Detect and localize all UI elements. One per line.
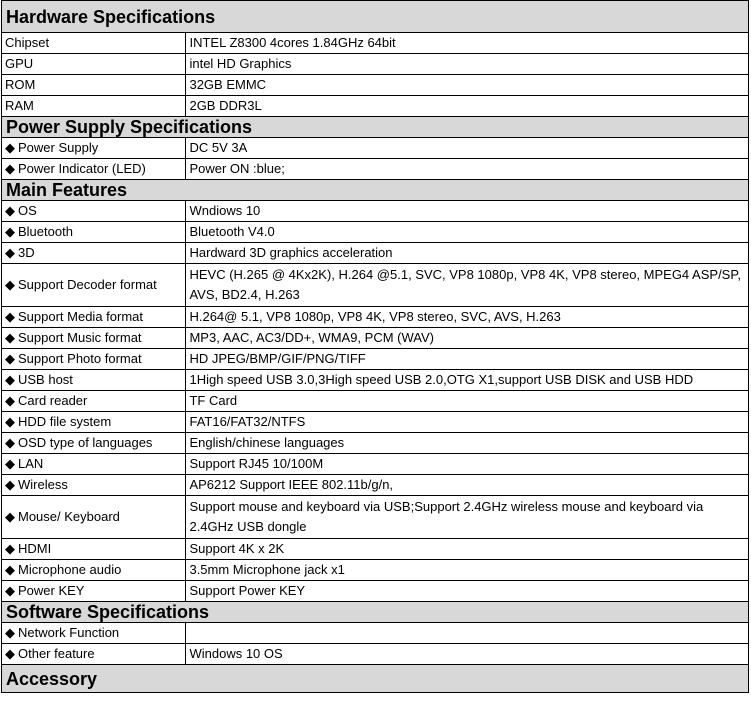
spec-value: MP3, AAC, AC3/DD+, WMA9, PCM (WAV) (186, 328, 749, 349)
diamond-bullet-icon: ◆ (5, 646, 15, 661)
spec-value: Bluetooth V4.0 (186, 222, 749, 243)
spec-value: HD JPEG/BMP/GIF/PNG/TIFF (186, 349, 749, 370)
diamond-bullet-icon: ◆ (5, 435, 15, 450)
table-row (2, 391, 749, 412)
spec-label-cell (2, 201, 186, 222)
spec-label-cell (2, 54, 186, 75)
table-row (2, 159, 749, 180)
spec-label-cell (2, 539, 186, 560)
spec-label: Microphone audio (18, 562, 122, 577)
spec-value: INTEL Z8300 4cores 1.84GHz 64bit (186, 33, 749, 54)
table-row (2, 96, 749, 117)
spec-label-cell (2, 159, 186, 180)
spec-label-cell (2, 307, 186, 328)
spec-value: 1High speed USB 3.0,3High speed USB 2.0,OTG X1,support USB DISK and USB HDD (186, 370, 749, 391)
section-header-row (2, 665, 749, 693)
spec-label: Card reader (18, 393, 88, 408)
spec-label-cell (2, 496, 186, 539)
section-title: Hardware Specifications (2, 1, 749, 33)
spec-label: HDD file system (18, 414, 112, 429)
spec-label: Support Media format (18, 309, 144, 324)
diamond-bullet-icon: ◆ (5, 203, 15, 218)
table-row (2, 560, 749, 581)
spec-label: 3D (18, 245, 35, 260)
spec-label-cell (2, 370, 186, 391)
spec-value: intel HD Graphics (186, 54, 749, 75)
spec-label-cell (2, 412, 186, 433)
table-row (2, 349, 749, 370)
spec-label: Support Decoder format (18, 277, 157, 292)
spec-label: OSD type of languages (18, 435, 153, 450)
spec-label-cell (2, 623, 186, 644)
spec-label: OS (18, 203, 37, 218)
spec-label: Power Indicator (LED) (18, 161, 146, 176)
section-title: Power Supply Specifications (2, 117, 749, 138)
table-row (2, 75, 749, 96)
table-row (2, 201, 749, 222)
table-row (2, 412, 749, 433)
diamond-bullet-icon: ◆ (5, 161, 15, 176)
table-row (2, 623, 749, 644)
section-title: Software Specifications (2, 602, 749, 623)
diamond-bullet-icon: ◆ (5, 140, 15, 155)
table-row (2, 307, 749, 328)
table-row (2, 33, 749, 54)
spec-value: Support RJ45 10/100M (186, 454, 749, 475)
diamond-bullet-icon: ◆ (5, 245, 15, 260)
spec-label: Other feature (18, 646, 95, 661)
section-header-row (2, 602, 749, 623)
table-row (2, 264, 749, 307)
spec-value: TF Card (186, 391, 749, 412)
spec-label: Mouse/ Keyboard (18, 509, 120, 524)
spec-label: Support Photo format (18, 351, 142, 366)
diamond-bullet-icon: ◆ (5, 277, 15, 292)
section-header-row (2, 180, 749, 201)
section-header-row (2, 117, 749, 138)
spec-label: Power Supply (18, 140, 99, 155)
diamond-bullet-icon: ◆ (5, 330, 15, 345)
diamond-bullet-icon: ◆ (5, 562, 15, 577)
section-header-row (2, 1, 749, 33)
spec-value: Windows 10 OS (186, 644, 749, 665)
spec-label-cell (2, 75, 186, 96)
spec-value: Support mouse and keyboard via USB;Support 2.4GHz wireless mouse and keyboard via 2.4GHz USB dongle (186, 496, 749, 539)
spec-label-cell (2, 264, 186, 307)
table-row (2, 433, 749, 454)
table-row (2, 370, 749, 391)
diamond-bullet-icon: ◆ (5, 393, 15, 408)
spec-label-cell (2, 581, 186, 602)
diamond-bullet-icon: ◆ (5, 625, 15, 640)
table-row (2, 475, 749, 496)
spec-value: 3.5mm Microphone jack x1 (186, 560, 749, 581)
spec-value: DC 5V 3A (186, 138, 749, 159)
spec-value: Hardward 3D graphics acceleration (186, 243, 749, 264)
section-title: Main Features (2, 180, 749, 201)
spec-value: HEVC (H.265 @ 4Kx2K), H.264 @5.1, SVC, VP8 1080p, VP8 4K, VP8 stereo, MPEG4 ASP/SP, AVS, BD2.4, H.263 (186, 264, 749, 307)
spec-label: Chipset (5, 35, 50, 50)
diamond-bullet-icon: ◆ (5, 351, 15, 366)
spec-label-cell (2, 644, 186, 665)
diamond-bullet-icon: ◆ (5, 509, 15, 524)
table-row (2, 539, 749, 560)
diamond-bullet-icon: ◆ (5, 224, 15, 239)
table-row (2, 54, 749, 75)
table-row (2, 328, 749, 349)
diamond-bullet-icon: ◆ (5, 583, 15, 598)
spec-value: Wndiows 10 (186, 201, 749, 222)
spec-label: Bluetooth (18, 224, 73, 239)
table-row (2, 454, 749, 475)
spec-label: USB host (18, 372, 73, 387)
spec-label-cell (2, 328, 186, 349)
spec-label-cell (2, 391, 186, 412)
diamond-bullet-icon: ◆ (5, 309, 15, 324)
spec-label-cell (2, 33, 186, 54)
spec-label: Wireless (18, 477, 68, 492)
spec-value: Power ON :blue; (186, 159, 749, 180)
diamond-bullet-icon: ◆ (5, 456, 15, 471)
diamond-bullet-icon: ◆ (5, 414, 15, 429)
spec-label: Power KEY (18, 583, 85, 598)
spec-label: Network Function (18, 625, 120, 640)
spec-label: Support Music format (18, 330, 142, 345)
spec-label-cell (2, 96, 186, 117)
spec-label-cell (2, 349, 186, 370)
spec-label: ROM (5, 77, 36, 92)
spec-value: 2GB DDR3L (186, 96, 749, 117)
spec-value (186, 623, 749, 644)
section-title: Accessory (2, 665, 749, 693)
spec-value: AP6212 Support IEEE 802.11b/g/n, (186, 475, 749, 496)
spec-label: GPU (5, 56, 34, 71)
spec-value: English/chinese languages (186, 433, 749, 454)
table-row (2, 243, 749, 264)
diamond-bullet-icon: ◆ (5, 477, 15, 492)
diamond-bullet-icon: ◆ (5, 541, 15, 556)
spec-label-cell (2, 243, 186, 264)
spec-value: 32GB EMMC (186, 75, 749, 96)
spec-label: RAM (5, 98, 34, 113)
spec-value: Support Power KEY (186, 581, 749, 602)
spec-label-cell (2, 222, 186, 243)
spec-label-cell (2, 454, 186, 475)
spec-label-cell (2, 475, 186, 496)
spec-value: FAT16/FAT32/NTFS (186, 412, 749, 433)
specifications-table (1, 0, 749, 693)
table-row (2, 644, 749, 665)
spec-label: HDMI (18, 541, 52, 556)
spec-label: LAN (18, 456, 44, 471)
table-row (2, 138, 749, 159)
diamond-bullet-icon: ◆ (5, 372, 15, 387)
table-row (2, 496, 749, 539)
spec-label-cell (2, 433, 186, 454)
spec-value: Support 4K x 2K (186, 539, 749, 560)
spec-label-cell (2, 560, 186, 581)
table-row (2, 581, 749, 602)
specifications-table-body (2, 1, 749, 693)
spec-value: H.264@ 5.1, VP8 1080p, VP8 4K, VP8 stereo, SVC, AVS, H.263 (186, 307, 749, 328)
table-row (2, 222, 749, 243)
spec-label-cell (2, 138, 186, 159)
